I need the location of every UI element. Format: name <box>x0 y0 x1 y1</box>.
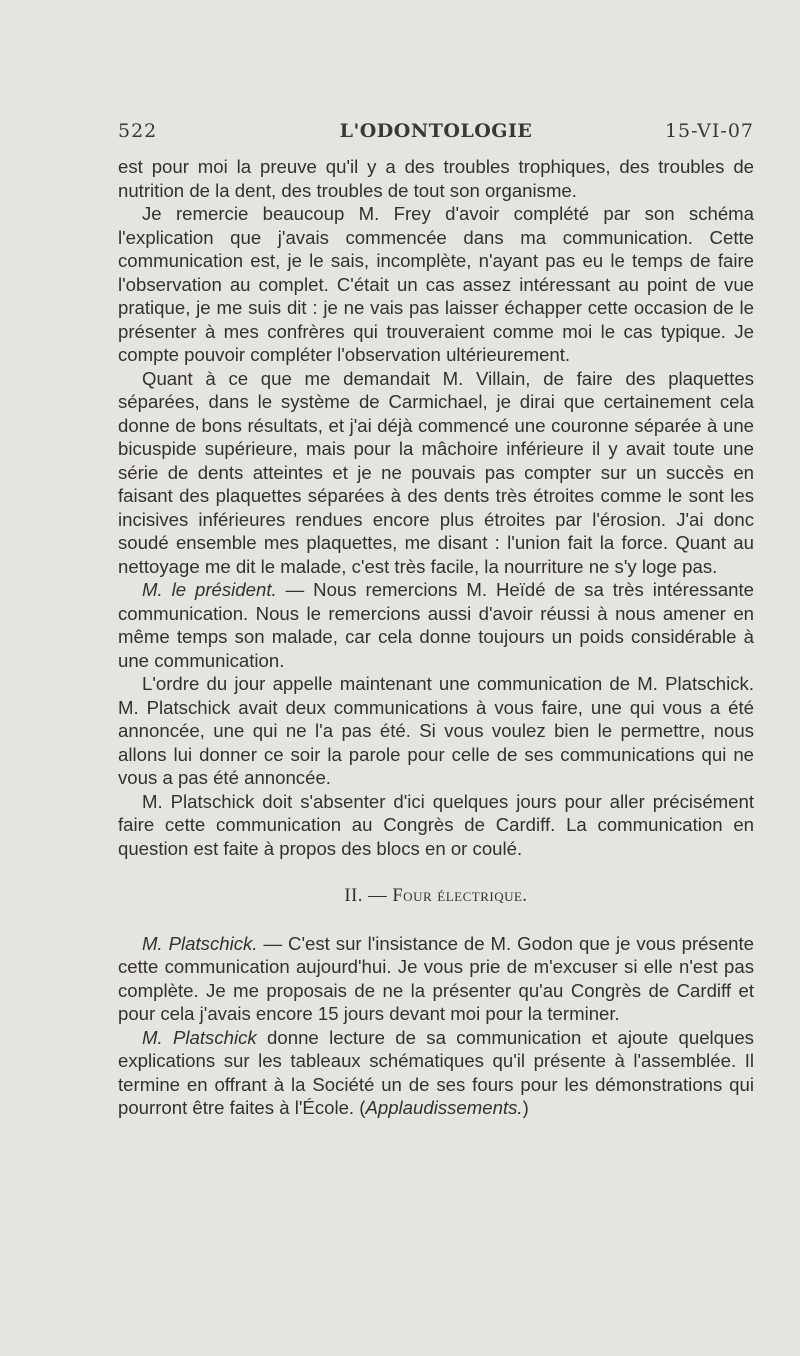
paragraph-text: — C'est sur l'insistance de M. Godon que je vous présente cette communication aujourd'hui. Je vous prie de m'excuser si elle n'est pas complète. Je me proposais de ne la présenter qu'au Congrès de Cardiff et pour cela j'avais encore 15 jours devant moi pour la terminer. <box>118 932 755 1024</box>
issue-date: 15-VI-07 <box>664 120 754 142</box>
applause-note: Applaudissements. <box>365 1097 523 1118</box>
paragraph: est pour moi la preuve qu'il y a des troubles trophiques, des troubles de nutrition de la dent, des troubles de tout son organisme. <box>118 156 754 201</box>
paragraph: L'ordre du jour appelle maintenant une communication de M. Platschick. M. Platschick avait deux communications à vous faire, une qui vous a été annoncée, une qui ne l'a pas été. Si vous voulez bien le permettre, nous allons lui donner ce soir la parole pour celle de ses communications qui ne vous a pas été annoncée. <box>118 673 754 788</box>
closing-paren: ) <box>522 1097 529 1118</box>
paragraph <box>118 578 754 672</box>
speaker-name: M. le président. <box>142 579 277 600</box>
paragraph <box>118 932 754 1026</box>
page-number: 522 <box>118 120 158 142</box>
section-heading <box>118 884 754 908</box>
paragraph-text: — Nous remercions M. Heïdé de sa très intéressante communication. Nous le remercions aussi d'avoir réussi à nous amener en même temps son malade, car cela donne toujours un poids considérable à une communication. <box>118 579 754 671</box>
section-number: II. — <box>344 885 388 906</box>
article-body <box>118 155 754 1120</box>
paragraph: Je remercie beaucoup M. Frey d'avoir complété par son schéma l'explication que j'avais commencée dans ma communication. Cette communication est, je le sais, incomplète, n'ayant pas eu le temps de faire l'observation au complet. C'était un cas assez intéressant au point de vue pratique, je me suis dit : je ne vais pas laisser échapper cette occasion de le présenter à mes confrères qui trouveraient comme moi le cas typique. Je compte pouvoir compléter l'observation ultérieurement. <box>118 203 754 365</box>
speaker-name: M. Platschick <box>142 1026 257 1048</box>
paragraph: M. Platschick doit s'absenter d'ici quelques jours pour aller précisément faire cette communication au Congrès de Cardiff. La communication en question est faite à propos des blocs en or coulé. <box>118 790 754 859</box>
speaker-name: M. Platschick. <box>142 932 258 954</box>
section-title: Four électrique. <box>392 885 528 906</box>
paragraph: Quant à ce que me demandait M. Villain, de faire des plaquettes séparées, dans le système de Carmichael, je dirai que certainement cela donne de bons résultats, et j'ai déjà commencé une couronne séparée à une bicuspide supérieure, mais pour la mâchoire inférieure il y avait toute une série de dents atteintes et je ne pouvais pas compter sur un succès en faisant des plaquettes séparées à des dents très étroites comme le sont les incisives inférieures rendues encore plus étroites par l'érosion. J'ai donc soudé ensemble mes plaquettes, me disant : l'union fait la force. Quant au nettoyage me dit le malade, c'est très facile, la nourriture ne s'y loge pas. <box>118 367 754 577</box>
running-header <box>118 120 754 148</box>
paragraph <box>118 1026 754 1120</box>
paragraph-text: donne lecture de sa communication et ajoute quelques explications sur les tableaux schématiques qu'il présente à l'assemblée. Il termine en offrant à la Société un de ses fours pour les démonstrations qui pourront être faites à l'École. ( <box>118 1026 754 1118</box>
journal-title: L'ODONTOLOGIE <box>339 120 533 142</box>
